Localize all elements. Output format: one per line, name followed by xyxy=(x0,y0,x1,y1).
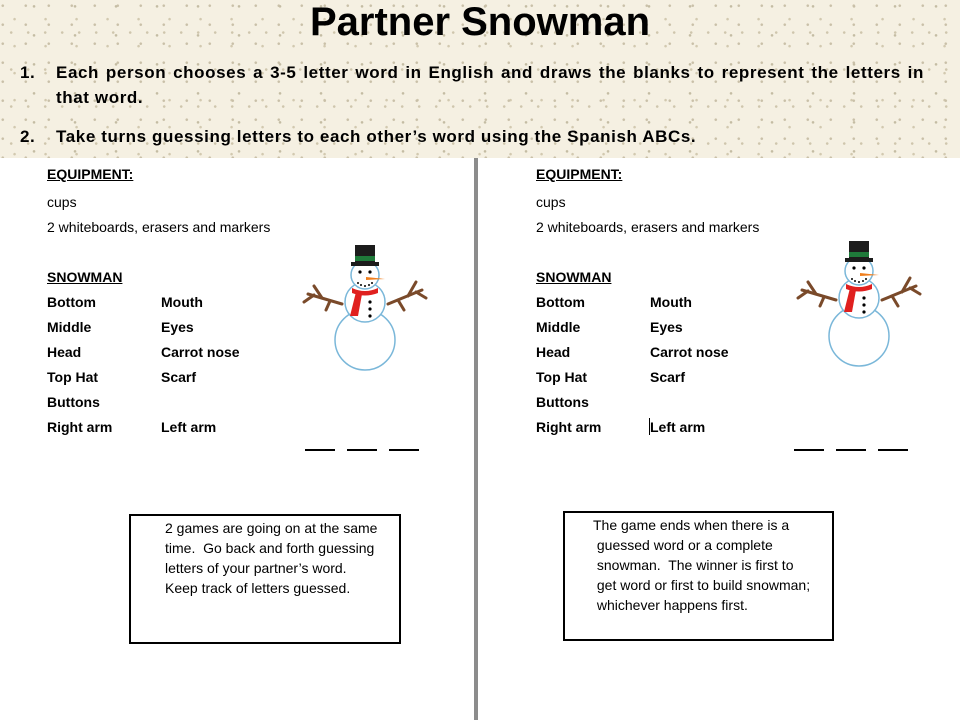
equipment-item: 2 whiteboards, erasers and markers xyxy=(536,219,760,235)
part-label: Scarf xyxy=(650,369,686,385)
right-panel xyxy=(489,158,939,720)
part-label: Mouth xyxy=(161,294,203,310)
part-label: Eyes xyxy=(650,319,683,335)
part-label: Bottom xyxy=(47,294,96,310)
letter-blanks xyxy=(794,433,920,451)
rule-2 xyxy=(20,124,920,150)
equipment-item: 2 whiteboards, erasers and markers xyxy=(47,219,271,235)
part-label: Buttons xyxy=(536,394,589,410)
instruction-text: The game ends when there is a guessed word or a complete snowman. The winner is first to get word or first to build snowman; whichever happens first. xyxy=(593,517,811,613)
rule-1-number: 1. xyxy=(20,63,36,82)
part-label: Middle xyxy=(47,319,92,335)
snowman-heading: SNOWMAN xyxy=(47,269,123,285)
snowman-icon xyxy=(300,242,430,372)
equipment-heading: EQUIPMENT: xyxy=(536,166,623,182)
part-label: Left arm xyxy=(161,419,217,435)
part-label: Left arm xyxy=(650,419,706,435)
part-label: Top Hat xyxy=(536,369,588,385)
equipment-item: cups xyxy=(536,194,566,210)
part-label: Right arm xyxy=(47,419,113,435)
part-label: Head xyxy=(47,344,82,360)
instruction-box-left xyxy=(129,514,401,644)
part-label: Middle xyxy=(536,319,581,335)
snowman-icon xyxy=(794,238,924,368)
equipment-heading: EQUIPMENT: xyxy=(47,166,134,182)
part-label: Top Hat xyxy=(47,369,99,385)
part-label: Eyes xyxy=(161,319,194,335)
part-label: Head xyxy=(536,344,571,360)
part-label: Carrot nose xyxy=(161,344,240,360)
part-label: Scarf xyxy=(161,369,197,385)
left-panel xyxy=(0,158,450,720)
part-label: Right arm xyxy=(536,419,602,435)
instruction-text: 2 games are going on at the same time. Go back and forth guessing letters of your partner’s word. Keep track of letters guessed. xyxy=(165,520,378,596)
instruction-box-right xyxy=(563,511,834,641)
part-label: Buttons xyxy=(47,394,100,410)
letter-blanks xyxy=(305,433,431,451)
center-divider xyxy=(474,158,478,720)
snowman-heading: SNOWMAN xyxy=(536,269,612,285)
equipment-item: cups xyxy=(47,194,77,210)
part-label: Mouth xyxy=(650,294,692,310)
rule-1-text: Each person chooses a 3-5 letter word in English and draws the blanks to represent the letters in that word. xyxy=(56,63,924,107)
rule-2-number: 2. xyxy=(20,127,36,146)
rule-1 xyxy=(20,60,924,112)
part-label: Carrot nose xyxy=(650,344,729,360)
rule-2-text: Take turns guessing letters to each other’s word using the Spanish ABCs. xyxy=(56,127,697,146)
part-label: Bottom xyxy=(536,294,585,310)
header-banner xyxy=(0,0,960,158)
page-title: Partner Snowman xyxy=(309,0,651,44)
